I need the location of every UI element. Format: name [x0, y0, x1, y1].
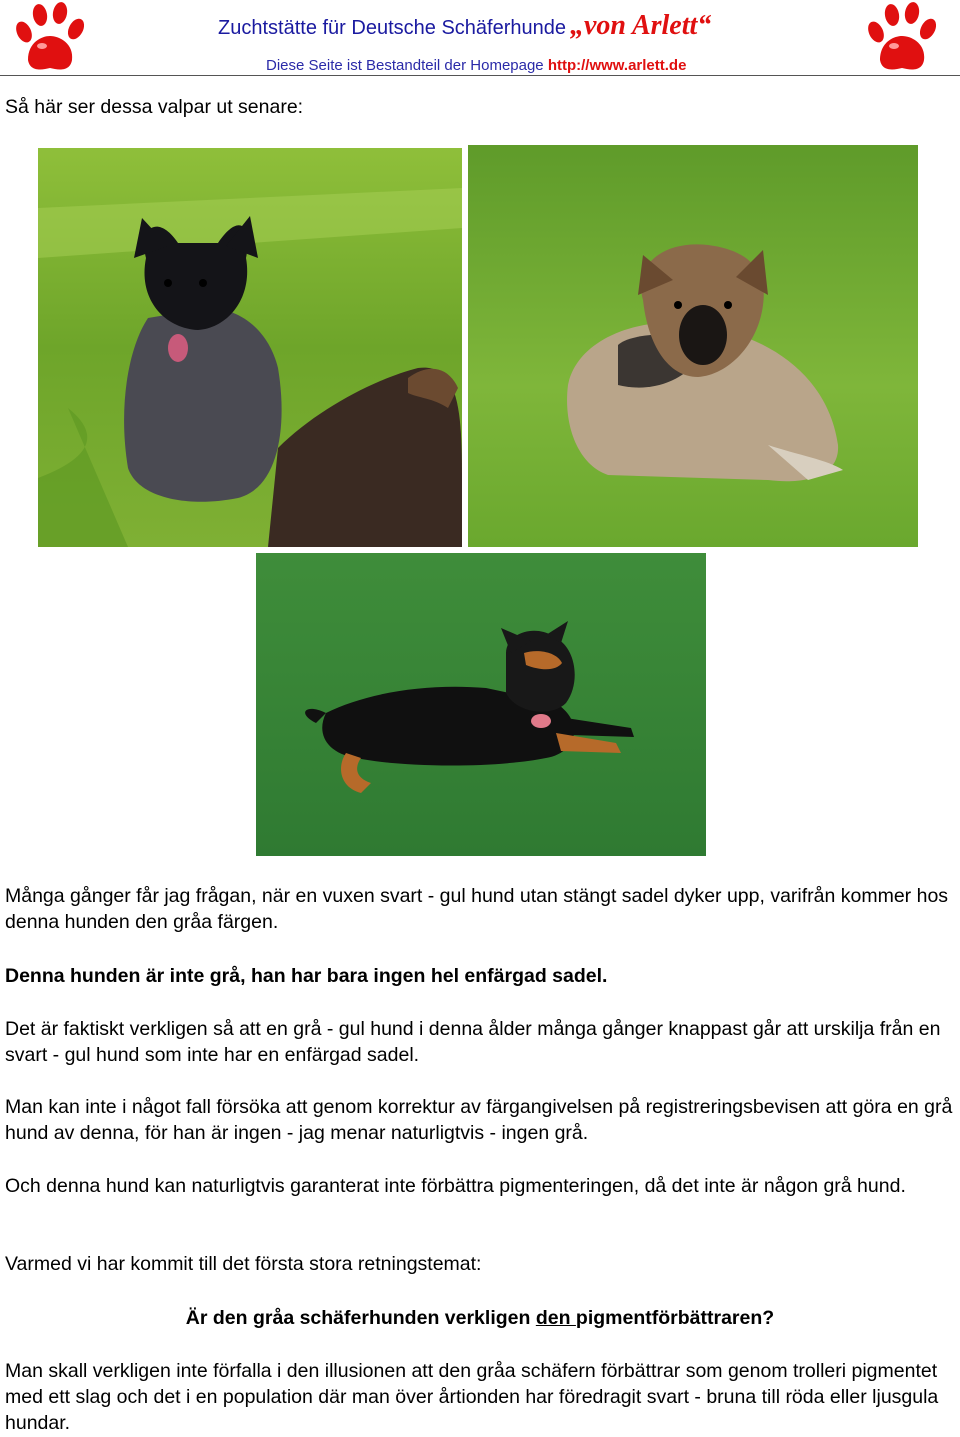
paragraph-4: Man kan inte i något fall försöka att genom korrektur av färgangivelsen på registreringsbevisen att göra en grå hund av denna, för han är ingen - jag menar naturligtvis - ingen grå.	[5, 1096, 953, 1144]
key-question	[5, 1305, 955, 1331]
paragraph-1: Många gånger får jag frågan, när en vuxen svart - gul hund utan stängt sadel dyker upp, varifrån kommer hos denna hunden den gråa färgen.	[5, 885, 949, 933]
photo-black-grey-puppy-sitting	[38, 148, 462, 547]
kennel-name: „von Arlett“	[569, 10, 712, 41]
paragraph-6: Varmed vi har kommit till det första stora retningstemat:	[5, 1253, 482, 1275]
header-subtitle	[266, 57, 686, 74]
intro-text: Så här ser dessa valpar ut senare:	[5, 96, 304, 118]
question-underlined: den	[535, 1307, 576, 1329]
paw-print-icon	[6, 2, 98, 76]
paragraph-3: Det är faktiskt verkligen så att en grå - gul hund i denna ålder många gånger knappast går att urskilja från en svart - gul hund som inte har en enfärgad sadel.	[5, 1018, 941, 1066]
photo-black-tan-puppy-lying	[256, 553, 706, 856]
question-part-2: pigmentförbättraren?	[575, 1307, 775, 1329]
paragraph-2-bold: Denna hunden är inte grå, han har bara ingen hel enfärgad sadel.	[5, 965, 608, 987]
subtitle-text: Diese Seite ist Bestandteil der Homepage	[266, 57, 544, 74]
photo-sable-puppy-lying	[468, 145, 918, 547]
site-title	[218, 10, 711, 42]
paragraph-7: Man skall verkligen inte förfalla i den illusionen att den gråa schäfern förbättrar som genom trolleri pigmentet med ett slag och det i en population där man över årtionden har föredragit svart - bruna till röda eller ljusgula hundar.	[5, 1360, 939, 1434]
homepage-link[interactable]: http://www.arlett.de	[547, 57, 687, 74]
site-title-text: Zuchtstätte für Deutsche Schäferhunde	[218, 17, 566, 39]
question-part-1: Är den gråa schäferhunden verkligen	[185, 1307, 536, 1329]
header-divider	[0, 75, 960, 76]
paragraph-5: Och denna hund kan naturligtvis garanterat inte förbättra pigmenteringen, då det inte är någon grå hund.	[5, 1175, 906, 1197]
paw-print-icon	[858, 2, 950, 76]
